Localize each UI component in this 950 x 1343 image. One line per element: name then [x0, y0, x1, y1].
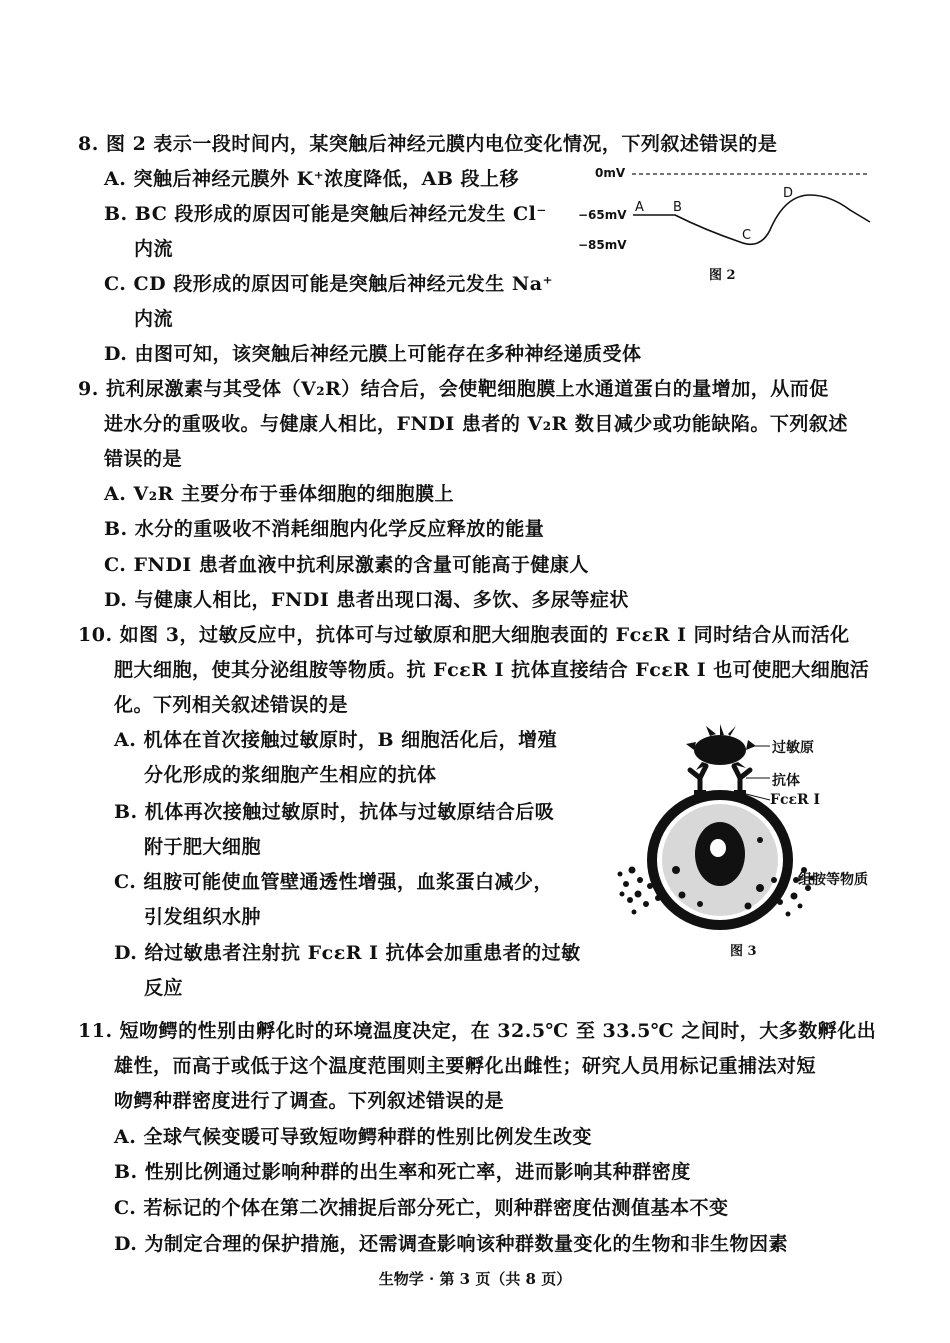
- q10-option-c-cont: 引发组织水肿: [144, 906, 262, 928]
- figure-2: [575, 160, 875, 285]
- receptor-label: FcεR Ⅰ: [770, 792, 821, 808]
- q10-option-d-cont: 反应: [144, 977, 184, 999]
- q8-option-d: D. 由图可知，该突触后神经元膜上可能存在多种神经递质受体: [104, 343, 642, 365]
- q10-option-a-cont: 分化形成的浆细胞产生相应的抗体: [144, 764, 437, 786]
- q10-option-c: C. 组胺可能使血管壁通透性增强，血浆蛋白减少，: [114, 871, 554, 893]
- page-footer: 生物学 · 第 3 页（共 8 页）: [378, 1270, 572, 1288]
- q8-option-b: B. BC 段形成的原因可能是突触后神经元发生 Cl⁻: [104, 203, 547, 225]
- q9-option-d: D. 与健康人相比，FNDI 患者出现口渴、多饮、多尿等症状: [104, 589, 629, 611]
- allergen-shape: [686, 724, 756, 770]
- y-label-0mv: 0mV: [595, 166, 626, 180]
- point-b-label: B: [673, 200, 682, 215]
- histamine-label: 组胺等物质: [798, 872, 868, 888]
- q10-option-d: D. 给过敏患者注射抗 FcεR Ⅰ 抗体会加重患者的过敏: [114, 942, 581, 964]
- figure-3: [610, 720, 880, 970]
- q8-option-c: C. CD 段形成的原因可能是突触后神经元发生 Na⁺: [104, 273, 554, 295]
- point-a-label: A: [635, 200, 644, 215]
- allergen-label: 过敏原: [772, 740, 814, 756]
- q10-stem-line1: 10. 如图 3，过敏反应中，抗体可与过敏原和肥大细胞表面的 FcεR Ⅰ 同时结合从而活化: [78, 624, 850, 646]
- q8-stem: 8. 图 2 表示一段时间内，某突触后神经元膜内电位变化情况，下列叙述错误的是: [78, 133, 778, 155]
- q11-option-a: A. 全球气候变暖可导致短吻鳄种群的性别比例发生改变: [114, 1126, 592, 1148]
- q10-stem-line2: 肥大细胞，使其分泌组胺等物质。抗 FcεR Ⅰ 抗体直接结合 FcεR Ⅰ 也可使肥大细胞活: [114, 659, 870, 681]
- q9-stem-line2: 进水分的重吸收。与健康人相比，FNDI 患者的 V₂R 数目减少或功能缺陷。下列叙述: [104, 413, 848, 435]
- q10-stem-line3: 化。下列相关叙述错误的是: [114, 694, 349, 716]
- mast-cell-diagram: [610, 720, 880, 970]
- q9-option-c: C. FNDI 患者血液中抗利尿激素的含量可能高于健康人: [104, 554, 589, 576]
- q11-option-b: B. 性别比例通过影响种群的出生率和死亡率，进而影响其种群密度: [114, 1161, 691, 1183]
- q11-stem-line2: 雄性，而高于或低于这个温度范围则主要孵化出雌性；研究人员用标记重捕法对短: [114, 1055, 817, 1077]
- q9-stem-line3: 错误的是: [104, 448, 183, 470]
- point-d-label: D: [783, 186, 794, 201]
- q10-option-a: A. 机体在首次接触过敏原时，B 细胞活化后，增殖: [114, 729, 558, 751]
- q11-option-d: D. 为制定合理的保护措施，还需调查影响该种群数量变化的生物和非生物因素: [114, 1233, 789, 1255]
- y-label-65mv: −65mV: [578, 208, 627, 222]
- q9-option-a: A. V₂R 主要分布于垂体细胞的细胞膜上: [104, 483, 454, 505]
- q9-stem-line1: 9. 抗利尿激素与其受体（V₂R）结合后，会使靶细胞膜上水通道蛋白的量增加，从而促: [78, 378, 829, 400]
- q11-stem-line1: 11. 短吻鳄的性别由孵化时的环境温度决定，在 32.5℃ 至 33.5℃ 之间时，大多数孵化出: [78, 1020, 877, 1042]
- q11-stem-line3: 吻鳄种群密度进行了调查。下列叙述错误的是: [114, 1090, 505, 1112]
- antibody-label: 抗体: [772, 773, 800, 789]
- q8-option-a: A. 突触后神经元膜外 K⁺浓度降低，AB 段上移: [104, 168, 520, 190]
- q11-option-c: C. 若标记的个体在第二次捕捉后部分死亡，则种群密度估测值基本不变: [114, 1197, 729, 1219]
- potential-curve: [633, 195, 870, 244]
- figure-3-caption: 图 3: [730, 944, 757, 959]
- q8-option-c-cont: 内流: [134, 308, 174, 330]
- q8-option-b-cont: 内流: [134, 238, 174, 260]
- q9-option-b: B. 水分的重吸收不消耗细胞内化学反应释放的能量: [104, 518, 545, 540]
- q10-option-b: B. 机体再次接触过敏原时，抗体与过敏原结合后吸: [114, 801, 555, 823]
- q10-option-b-cont: 附于肥大细胞: [144, 836, 262, 858]
- point-c-label: C: [742, 228, 752, 243]
- antibody-shapes: [690, 766, 750, 792]
- y-label-85mv: −85mV: [578, 238, 627, 252]
- figure-2-caption: 图 2: [709, 268, 736, 283]
